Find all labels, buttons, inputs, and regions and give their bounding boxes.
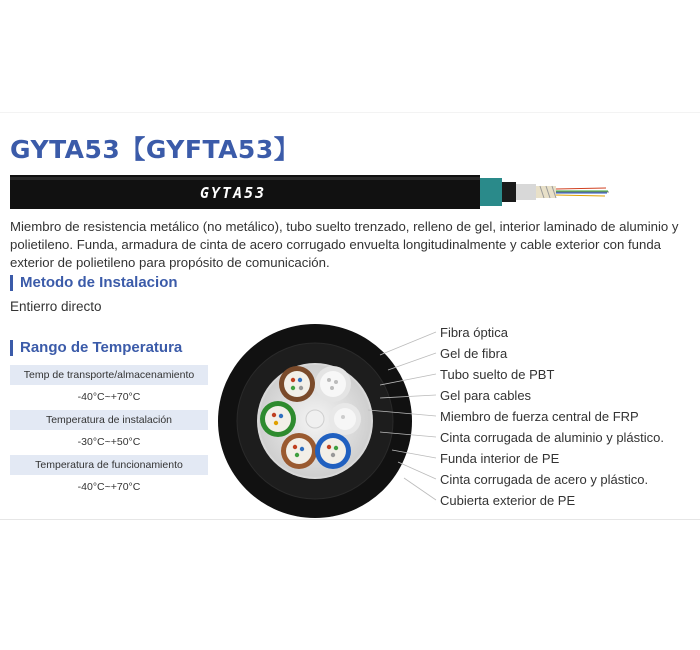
temperature-table [10,365,208,500]
heading-accent-bar [10,340,13,356]
installation-heading-text: Metodo de Instalacion [20,274,178,291]
cable-cross-section [215,322,415,520]
legend-item: Gel para cables [440,388,532,403]
tube-green [260,401,296,437]
temp-row-label: Temperatura de funcionamiento [10,455,208,475]
temp-row-value: -30°C~+50°C [10,430,208,455]
installation-heading [10,274,178,291]
legend-item: Cubierta exterior de PE [440,493,576,508]
page-title: GYTA53【GYFTA53】 [10,135,300,164]
tube-brown [279,366,315,402]
aluminum-tape [516,184,536,200]
loose-tubes [536,186,556,198]
product-description: Miembro de resistencia metálico (no metálico), tubo suelto trenzado, relleno de gel, interior laminado de aluminio y polietileno. Funda, armadura de cinta de acero corrugado envuelta longitudinalmente y cable exterior con funda exterior de polietileno para propósito de comunicación. [10,219,679,270]
temperature-heading [10,339,182,356]
legend-item: Cinta corrugada de aluminio y plástico. [440,430,665,445]
fiber-strands [556,188,609,196]
temperature-heading-text: Rango de Temperatura [20,339,183,356]
legend-item: Cinta corrugada de acero y plástico. [440,472,649,487]
inner-sheath [502,182,516,202]
heading-accent-bar [10,275,13,291]
armor-layer [480,178,502,206]
cable-side-view [10,174,610,210]
tube-blue [315,433,351,469]
legend-item: Gel de fibra [440,346,508,361]
bottom-divider [0,519,700,520]
legend-item: Fibra óptica [440,325,508,340]
central-frp-member [306,410,324,428]
temp-row-value: -40°C~+70°C [10,385,208,410]
top-divider [0,112,700,113]
tube-orange-brown [281,433,317,469]
legend-item: Tubo suelto de PBT [440,367,555,382]
cable-print-label: GYTA53 [200,184,267,202]
temp-row-label: Temp de transporte/almacenamiento [10,365,208,385]
temp-row-label: Temperatura de instalación [10,410,208,430]
temp-row-value: -40°C~+70°C [10,475,208,500]
legend-item: Funda interior de PE [440,451,560,466]
tube-white [315,366,351,402]
legend-item: Miembro de fuerza central de FRP [440,409,639,424]
tube-light [329,403,361,435]
installation-value: Entierro directo [10,299,102,314]
